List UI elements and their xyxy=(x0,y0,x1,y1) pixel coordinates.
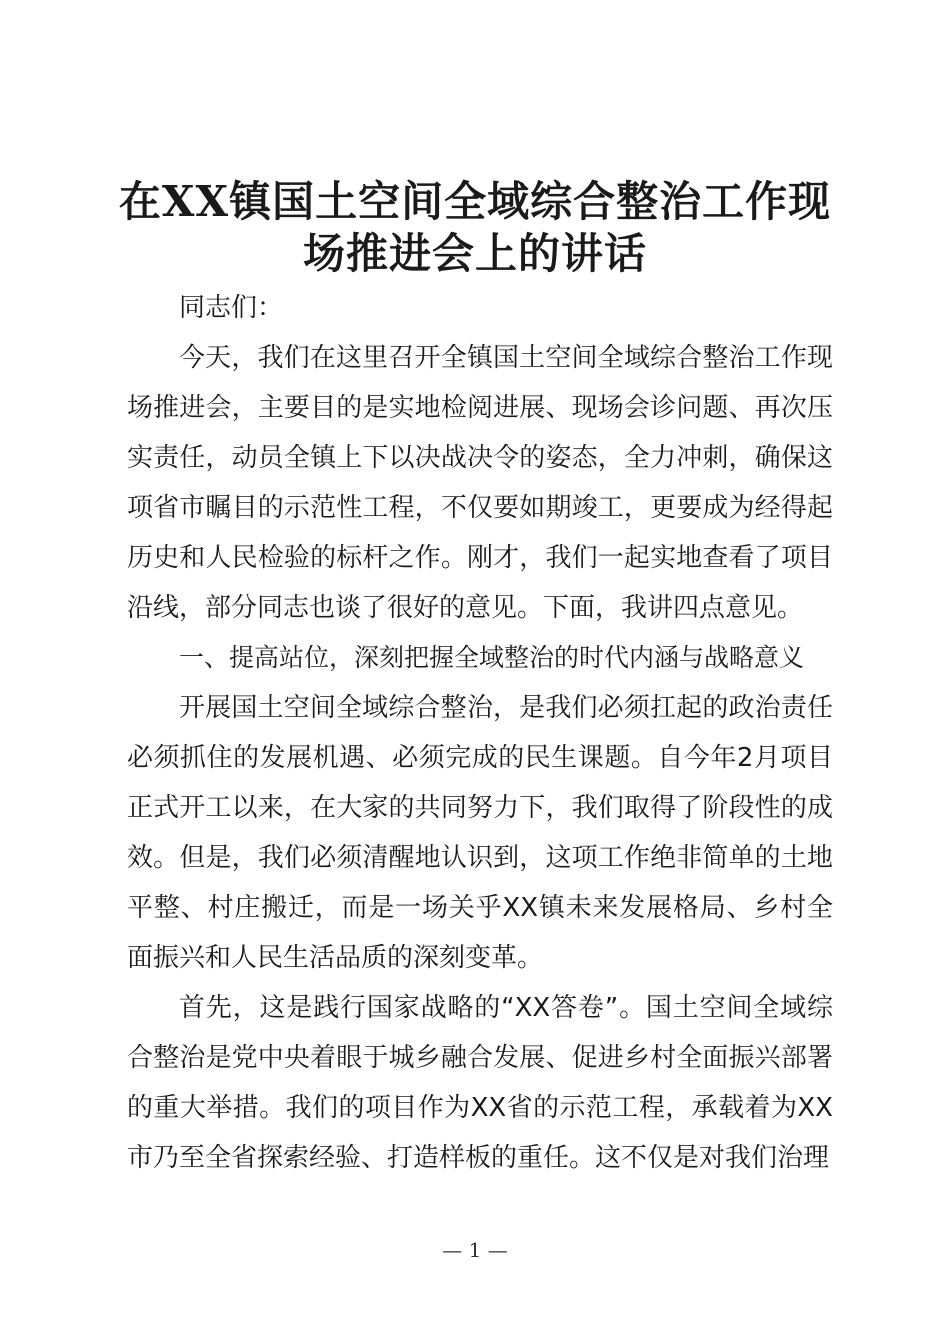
title-line-1: 在XX镇国土空间全域综合整治工作现 xyxy=(118,177,832,226)
document-title xyxy=(118,176,832,280)
salutation: 同志们： xyxy=(179,293,284,323)
paragraph-significance: 开展国土空间全域综合整治，是我们必须扛起的政治责任必须抓住的发展机遇、必须完成的民生课题。自今年2月项目正式开工以来，在大家的共同努力下，我们取得了阶段性的成效。但是，我们必须清醒地认识到，这项工作绝非简单的土地平整、村庄搬迁，而是一场关乎XX镇未来发展格局、乡村全面振兴和人民生活品质的深刻变革。 xyxy=(127,693,833,973)
paragraph-first-point: 首先，这是践行国家战略的“XX答卷”。国土空间全域综合整治是党中央着眼于城乡融合发展、促进乡村全面振兴部署的重大举措。我们的项目作为XX省的示范工程，承载着为XX市乃至全省探索经验、打造样板的重任。这不仅是对我们治理 xyxy=(127,993,833,1173)
page-number: — 1 — xyxy=(442,1238,508,1262)
title-line-2: 场推进会上的讲话 xyxy=(302,229,647,278)
paragraph-intro: 今天，我们在这里召开全镇国土空间全域综合整治工作现场推进会，主要目的是实地检阅进展、现场会诊问题、再次压实责任，动员全镇上下以决战决令的姿态，全力冲刺，确保这项省市瞩目的示范性工程，不仅要如期竣工，更要成为经得起历史和人民检验的标杆之作。刚才，我们一起实地查看了项目沿线，部分同志也谈了很好的意见。下面，我讲四点意见。 xyxy=(127,343,833,623)
section-heading-1: 一、提高站位，深刻把握全域整治的时代内涵与战略意义 xyxy=(179,643,805,672)
document-body xyxy=(127,283,833,1183)
